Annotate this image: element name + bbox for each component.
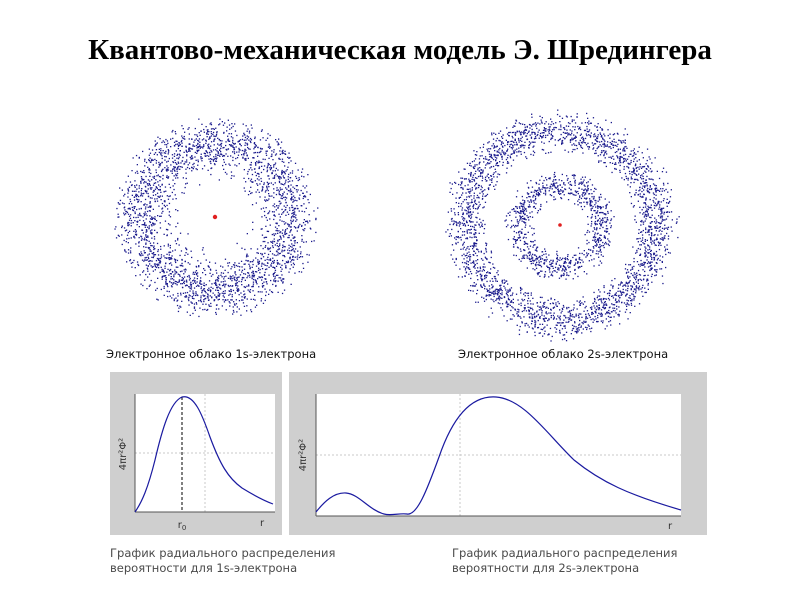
graph-1s-panel [110,372,282,535]
graph-1s-caption [110,546,335,576]
graph-2s-caption-line1: График радиального распределения [452,546,678,560]
y-axis-label: 4πr²Φ² [118,437,129,471]
slide-title: Квантово-механическая модель Э. Шредингера [88,34,712,66]
graph-1s-caption-line2: вероятности для 1s-электрона [110,561,298,575]
graph-2s [289,372,707,535]
graph-2s-caption-line2: вероятности для 2s-электрона [452,561,640,575]
graph-2s-caption [452,546,677,576]
electron-cloud-1s [110,115,320,320]
cloud-1s-caption: Электронное облако 1s-электрона [106,347,317,361]
x-axis-label: r [668,521,673,532]
nucleus-dot [213,215,217,219]
cloud-2s-caption: Электронное облако 2s-электрона [458,347,669,361]
x-axis-label: r [260,518,265,529]
y-axis-label: 4πr²Φ² [298,438,309,472]
graph-1s-caption-line1: График радиального распределения [110,546,336,560]
nucleus-dot [558,223,562,227]
cloud-dots [445,110,680,342]
peak-marker-label: $r_0$ [177,520,187,532]
graph-1s [110,372,282,535]
plot-area [316,394,681,516]
graph-2s-panel [289,372,707,535]
electron-cloud-2s [440,105,680,345]
